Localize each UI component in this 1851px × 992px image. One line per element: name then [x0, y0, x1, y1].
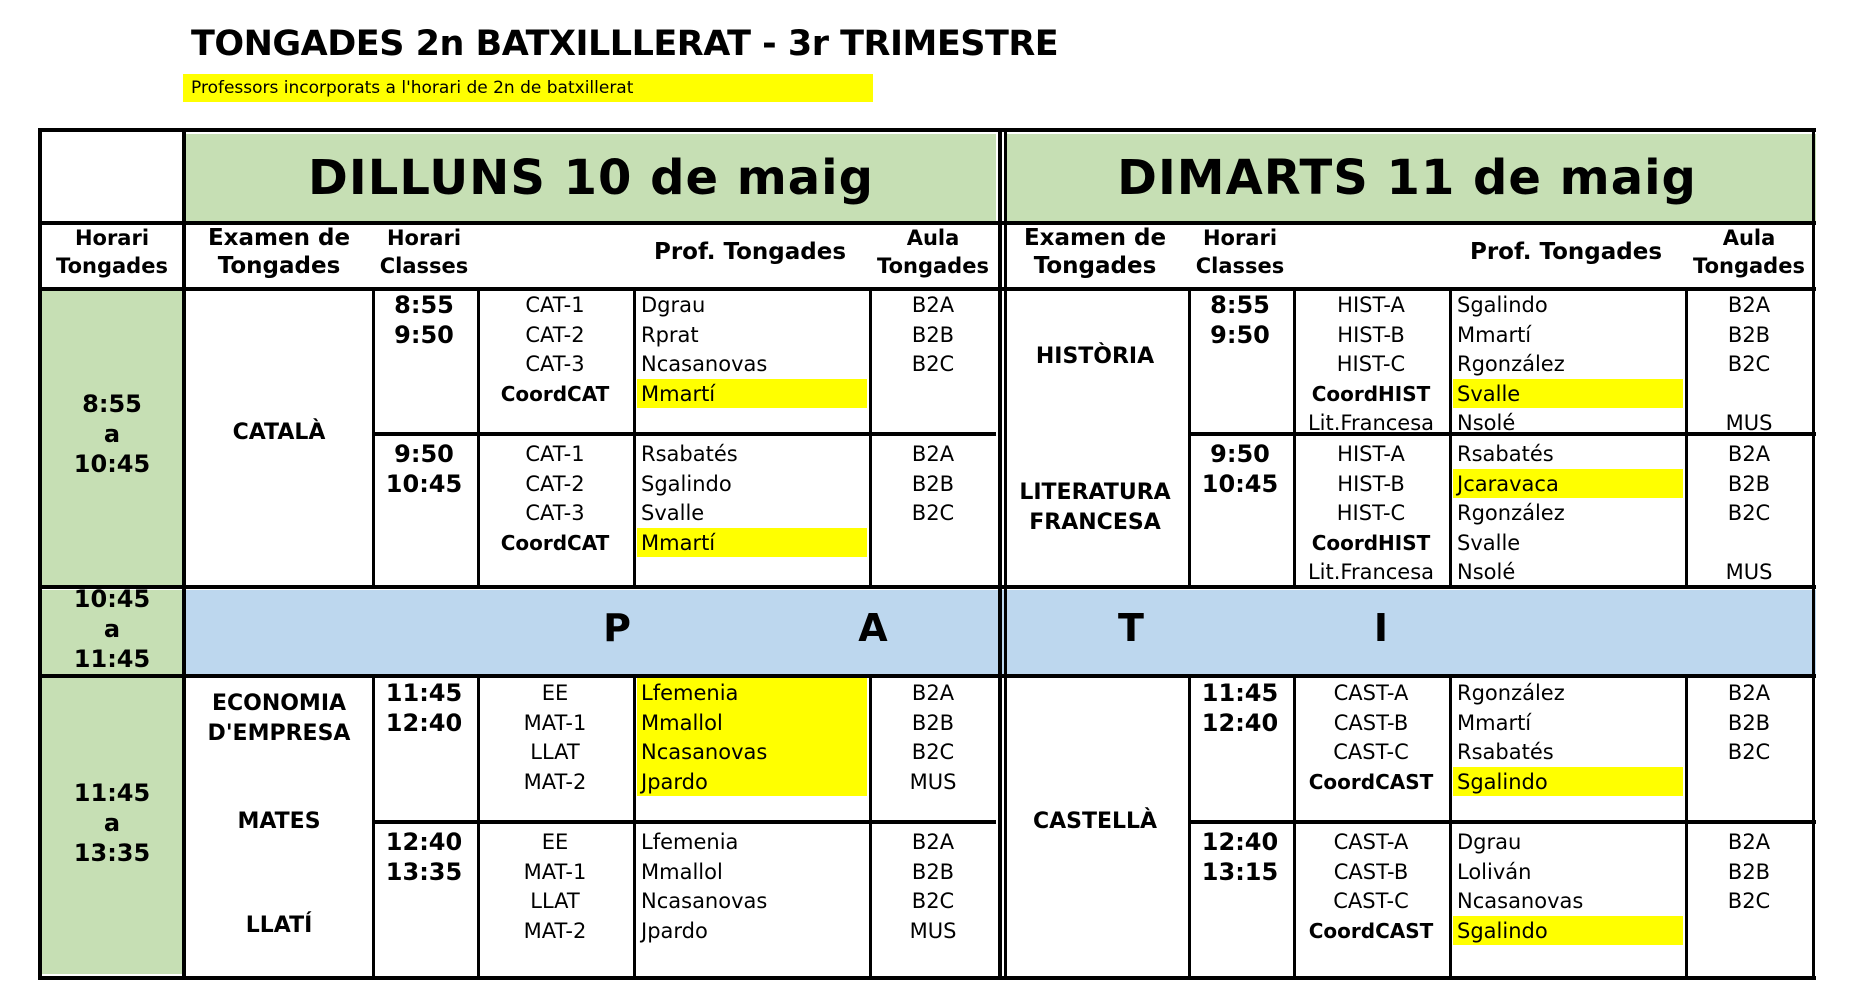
- class-group: EE: [541, 681, 569, 705]
- grid-line: [998, 128, 1002, 980]
- day-title-tuesday: DIMARTS 11 de maig: [1117, 150, 1697, 206]
- class-group: CoordHIST: [1311, 381, 1431, 406]
- header-horari-tongades-0: Horari: [74, 226, 150, 250]
- grid-line: [869, 287, 872, 585]
- exam-subject: LLATÍ: [245, 913, 313, 938]
- teacher-name: Rsabatés: [641, 442, 738, 466]
- header-examen-tue-1: Tongades: [1033, 253, 1157, 279]
- room-code: B2A: [1727, 293, 1771, 317]
- room-code: B2C: [911, 740, 955, 765]
- teacher-name: Rsabatés: [1457, 442, 1554, 466]
- class-group: HIST-B: [1337, 322, 1405, 347]
- slot-time: 9:50: [1210, 440, 1270, 468]
- slot-time: 9:50: [394, 440, 454, 468]
- teacher-name: Rprat: [641, 322, 699, 347]
- class-group: CAT-2: [525, 322, 585, 347]
- teacher-name: Sgalindo: [1457, 293, 1548, 317]
- slot-time: 10:45: [385, 469, 463, 498]
- grid-line: [372, 674, 375, 980]
- slot-time: 12:40: [385, 708, 463, 737]
- grid-line: [869, 674, 872, 980]
- teacher-name: Svalle: [641, 501, 705, 526]
- class-group: MAT-1: [523, 859, 587, 884]
- teacher-name: Mmartí: [1457, 322, 1532, 347]
- page-title: TONGADES 2n BATXILLLERAT - 3r TRIMESTRE: [191, 24, 1059, 64]
- teacher-name: Nsolé: [1457, 560, 1516, 585]
- teacher-name: Mmartí: [1457, 710, 1532, 735]
- grid-line: [633, 674, 636, 980]
- room-code: B2C: [1727, 889, 1771, 914]
- grid-line: [372, 287, 375, 585]
- header-aula-mon-0: Aula: [906, 226, 960, 250]
- room-code: B2B: [1727, 859, 1771, 884]
- grid-line: [182, 128, 186, 980]
- grid-line: [1293, 287, 1296, 585]
- class-group: CAT-3: [525, 501, 585, 526]
- room-code: B2B: [911, 322, 955, 347]
- room-code: B2A: [911, 293, 955, 317]
- schedule-table: [38, 128, 1816, 981]
- row-time-2-2: 11:45: [73, 645, 151, 673]
- room-code: B2B: [1727, 710, 1771, 735]
- grid-line: [1188, 287, 1191, 585]
- class-group: HIST-A: [1337, 442, 1405, 466]
- class-group: LLAT: [530, 740, 580, 765]
- row-time-3-1: a: [103, 809, 121, 837]
- class-group: CAT-2: [525, 471, 585, 496]
- class-group: Lit.Francesa: [1307, 560, 1435, 585]
- page-subtitle: Professors incorporats a l'horari de 2n de batxillerat: [183, 74, 873, 102]
- exam-subject: CASTELLÀ: [1032, 809, 1158, 834]
- teacher-name: Jcaravaca: [1457, 471, 1559, 496]
- class-group: CAST-A: [1333, 830, 1409, 854]
- room-code: B2B: [1727, 471, 1771, 496]
- room-code: B2C: [911, 352, 955, 377]
- class-group: CAST-B: [1333, 710, 1409, 735]
- grid-line: [38, 585, 1816, 589]
- class-group: MAT-1: [523, 710, 587, 735]
- row-time-2-1: a: [103, 615, 121, 643]
- room-code: B2C: [1727, 352, 1771, 377]
- teacher-name: Mmallol: [641, 859, 723, 884]
- slot-time: 8:55: [1210, 291, 1270, 319]
- slot-time: 12:40: [385, 828, 463, 856]
- teacher-name: Dgrau: [1457, 830, 1522, 854]
- class-group: CAST-A: [1333, 681, 1409, 705]
- teacher-name: Rgonzález: [1457, 501, 1565, 526]
- teacher-name: Mmallol: [641, 710, 723, 735]
- room-code: B2B: [911, 471, 955, 496]
- class-group: Lit.Francesa: [1307, 411, 1435, 436]
- slot-time: 10:45: [1201, 469, 1279, 498]
- teacher-name: Ncasanovas: [641, 352, 768, 377]
- slot-time: 8:55: [394, 291, 454, 319]
- row-time-2-0: 10:45: [73, 585, 151, 613]
- grid-line: [1685, 674, 1688, 980]
- header-examen-mon-0: Examen de: [207, 225, 351, 251]
- header-prof-tue: Prof. Tongades: [1469, 239, 1663, 265]
- class-group: CAT-3: [525, 352, 585, 377]
- grid-line: [1685, 287, 1688, 585]
- header-examen-tue-0: Examen de: [1023, 225, 1167, 251]
- slot-time: 13:15: [1201, 857, 1279, 886]
- pati-letter: T: [1118, 606, 1144, 650]
- room-code: MUS: [1725, 560, 1773, 585]
- room-code: B2A: [911, 442, 955, 466]
- class-group: MAT-2: [523, 769, 587, 794]
- room-code: B2C: [911, 889, 955, 914]
- room-code: B2A: [911, 681, 955, 705]
- teacher-name: Svalle: [1457, 381, 1521, 406]
- header-horari-classes-mon-1: Classes: [379, 254, 469, 278]
- class-group: CAT-1: [525, 442, 585, 466]
- slot-time: 13:35: [385, 857, 463, 886]
- class-group: CoordCAST: [1308, 769, 1434, 794]
- room-code: B2C: [1727, 740, 1771, 765]
- grid-line: [633, 287, 636, 585]
- teacher-name: Rsabatés: [1457, 740, 1554, 765]
- teacher-name: Rgonzález: [1457, 681, 1565, 705]
- exam-subject: LITERATURA: [1019, 480, 1171, 505]
- exam-subject: ECONOMIA: [211, 691, 347, 716]
- exam-subject: CATALÀ: [232, 420, 326, 445]
- teacher-name: Loliván: [1457, 859, 1532, 884]
- slot-time: 12:40: [1201, 708, 1279, 737]
- teacher-name: Lfemenia: [641, 681, 739, 705]
- pati-letter: A: [858, 606, 888, 650]
- header-aula-mon-1: Tongades: [877, 254, 989, 278]
- class-group: MAT-2: [523, 918, 587, 943]
- grid-line: [477, 674, 480, 980]
- teacher-name: Sgalindo: [641, 471, 732, 496]
- class-group: CoordCAST: [1308, 918, 1434, 943]
- room-code: B2A: [1727, 830, 1771, 854]
- header-horari-classes-tue-1: Classes: [1195, 254, 1285, 278]
- header-examen-mon-1: Tongades: [217, 253, 341, 279]
- grid-line: [1812, 128, 1815, 980]
- grid-line: [1188, 820, 1816, 824]
- teacher-name: Nsolé: [1457, 411, 1516, 436]
- room-code: MUS: [1725, 411, 1773, 436]
- class-group: CAT-1: [525, 293, 585, 317]
- class-group: CAST-B: [1333, 859, 1409, 884]
- header-prof-mon: Prof. Tongades: [653, 239, 847, 265]
- grid-line: [1188, 674, 1191, 980]
- grid-line: [1004, 128, 1007, 980]
- teacher-name: Sgalindo: [1457, 769, 1548, 794]
- grid-line: [477, 287, 480, 585]
- exam-subject: D'EMPRESA: [207, 721, 351, 746]
- room-code: B2C: [911, 501, 955, 526]
- slot-time: 12:40: [1201, 828, 1279, 856]
- teacher-name: Ncasanovas: [641, 889, 768, 914]
- class-group: HIST-C: [1336, 501, 1406, 526]
- teacher-name: Rgonzález: [1457, 352, 1565, 377]
- row-time-1-1: a: [103, 420, 121, 448]
- class-group: EE: [541, 830, 569, 854]
- row-time-3-0: 11:45: [73, 779, 151, 807]
- pati-letter: P: [603, 606, 631, 650]
- class-group: CoordHIST: [1311, 530, 1431, 555]
- frame-bottom: [38, 976, 1816, 980]
- exam-subject: FRANCESA: [1029, 510, 1161, 535]
- slot-time: 11:45: [385, 679, 463, 707]
- teacher-name: Jpardo: [641, 918, 708, 943]
- header-aula-tue-0: Aula: [1722, 226, 1776, 250]
- frame-left: [38, 128, 42, 980]
- header-horari-classes-tue-0: Horari: [1202, 226, 1278, 250]
- class-group: CAST-C: [1333, 889, 1409, 914]
- grid-line: [1293, 674, 1296, 980]
- room-code: B2A: [1727, 681, 1771, 705]
- teacher-name: Mmartí: [641, 381, 716, 406]
- class-group: HIST-C: [1336, 352, 1406, 377]
- room-code: B2A: [911, 830, 955, 854]
- teacher-name: Svalle: [1457, 530, 1521, 555]
- class-group: HIST-A: [1337, 293, 1405, 317]
- frame-top: [38, 128, 1816, 132]
- header-aula-tue-1: Tongades: [1693, 254, 1805, 278]
- teacher-name: Lfemenia: [641, 830, 739, 854]
- slot-time: 9:50: [1210, 320, 1270, 349]
- room-code: B2B: [911, 859, 955, 884]
- teacher-name: Mmartí: [641, 530, 716, 555]
- class-group: HIST-B: [1337, 471, 1405, 496]
- row-time-3-2: 13:35: [73, 839, 151, 867]
- exam-subject: HISTÒRIA: [1035, 344, 1155, 369]
- exam-subject: MATES: [237, 809, 321, 834]
- teacher-name: Ncasanovas: [641, 740, 768, 765]
- slot-time: 9:50: [394, 320, 454, 349]
- grid-line: [1449, 674, 1452, 980]
- room-code: B2A: [1727, 442, 1771, 466]
- room-code: B2B: [911, 710, 955, 735]
- day-title-monday: DILLUNS 10 de maig: [308, 150, 874, 206]
- teacher-name: Sgalindo: [1457, 918, 1548, 943]
- grid-line: [372, 432, 996, 436]
- teacher-name: Jpardo: [641, 769, 708, 794]
- room-code: B2C: [1727, 501, 1771, 526]
- class-group: LLAT: [530, 889, 580, 914]
- room-code: B2B: [1727, 322, 1771, 347]
- class-group: CoordCAT: [500, 381, 610, 406]
- pati-letter: I: [1373, 606, 1389, 650]
- header-horari-classes-mon-0: Horari: [386, 226, 462, 250]
- row-time-1-0: 8:55: [82, 390, 142, 418]
- room-code: MUS: [909, 769, 957, 794]
- row-time-1-2: 10:45: [73, 450, 151, 478]
- grid-line: [372, 820, 996, 824]
- slot-time: 11:45: [1201, 679, 1279, 707]
- grid-line: [1449, 287, 1452, 585]
- room-code: MUS: [909, 918, 957, 943]
- teacher-name: Ncasanovas: [1457, 889, 1584, 914]
- header-horari-tongades-1: Tongades: [56, 254, 168, 278]
- class-group: CoordCAT: [500, 530, 610, 555]
- class-group: CAST-C: [1333, 740, 1409, 765]
- teacher-name: Dgrau: [641, 293, 706, 317]
